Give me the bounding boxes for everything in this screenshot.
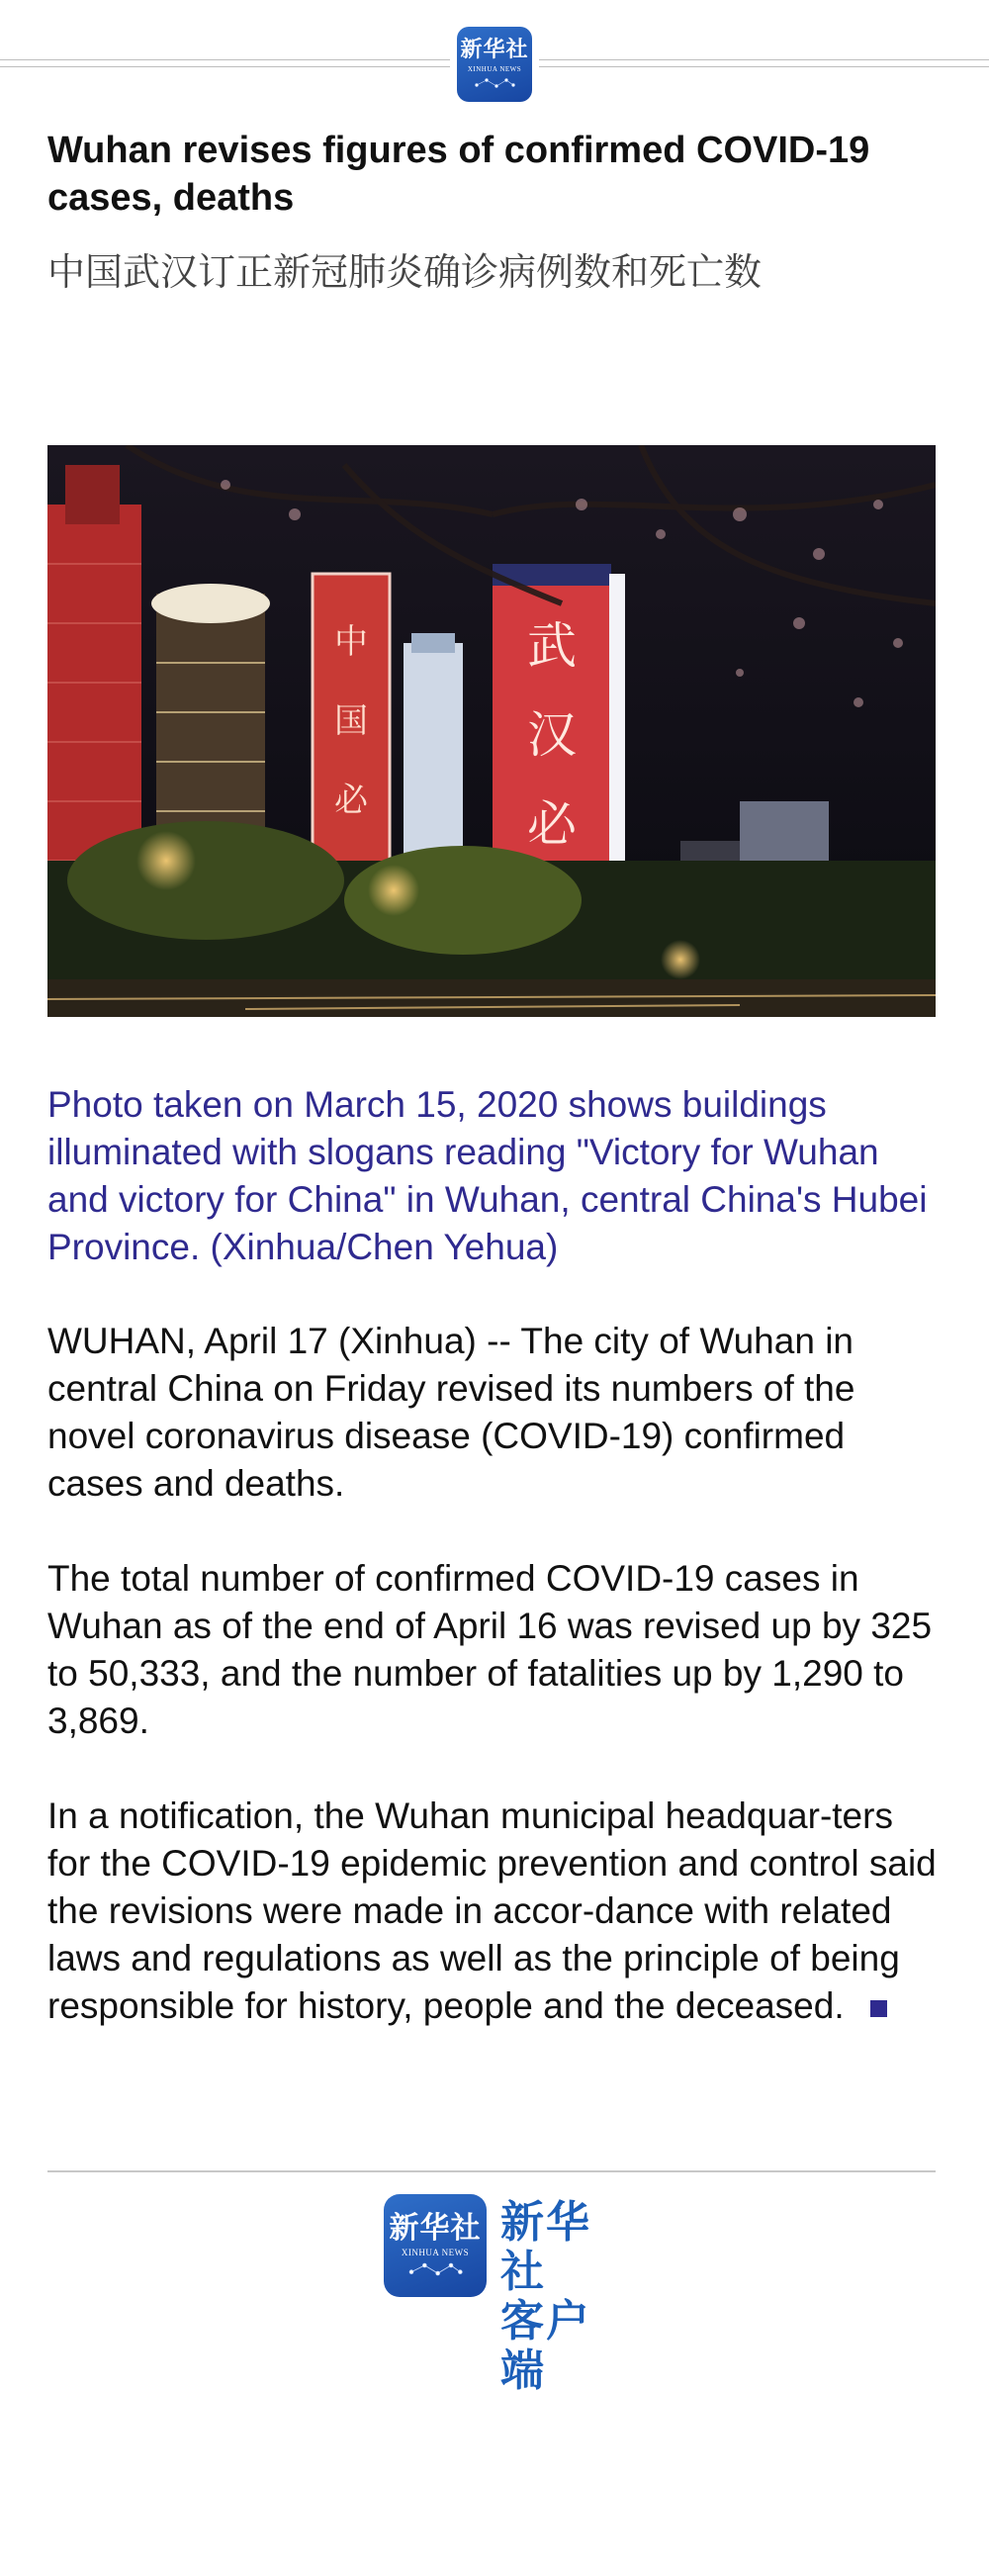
header-divider-right: [539, 59, 989, 67]
network-dots-icon: [473, 77, 516, 89]
end-of-article-square-icon: [870, 2000, 887, 2017]
slogan-left-char-3: 必: [334, 781, 368, 820]
header: [0, 0, 989, 109]
logo-text-cn: 新华社: [460, 38, 529, 62]
photo-caption: Photo taken on March 15, 2020 shows buildings illuminated with slogans reading "Victory for Wuhan and victory for China" in Wuhan, central China's Hubei Province. (Xinhua/Chen Yehua): [47, 1084, 928, 1267]
slogan-left-char-2: 国: [334, 701, 368, 741]
slogan-left-char-1: 中: [334, 622, 368, 662]
article-photo: [47, 445, 936, 1017]
article-paragraph-3: [47, 1793, 938, 2030]
footer-network-dots-icon: [405, 2261, 466, 2277]
footer-logo-text-cn: 新华社: [389, 2211, 482, 2246]
article-paragraph-1: WUHAN, April 17 (Xinhua) -- The city of Wuhan in central China on Friday revised its numbers of the novel coronavirus disease (COVID-19) confirmed cases and deaths.: [47, 1321, 855, 1504]
footer-logo-text-en: XINHUA NEWS: [401, 2248, 470, 2257]
slogan-right-char-2: 汉: [527, 706, 577, 764]
article-paragraph-3-text: In a notification, the Wuhan municipal headquar-ters for the COVID-19 epidemic prevention and control said the revisions were made in accor-dance with related laws and regulations as well as the principle of being responsible for history, people and the deceased.: [47, 1795, 937, 2026]
slogan-right-char-1: 武: [527, 617, 577, 675]
xinhua-logo-icon[interactable]: [457, 27, 532, 102]
logo-text-en: XINHUA NEWS: [467, 65, 522, 73]
footer-divider: [47, 2170, 936, 2172]
xinhua-app-logo-icon[interactable]: [384, 2194, 487, 2297]
wuhan-night-skyline-image: [47, 445, 936, 1017]
header-divider-left: [0, 59, 450, 67]
article-title: Wuhan revises figures of confirmed COVID-19 cases, deaths: [47, 130, 870, 219]
slogan-right-char-3: 必: [527, 795, 577, 853]
brand-line-2: 客户端: [500, 2296, 591, 2396]
article-paragraph-2: The total number of confirmed COVID-19 cases in Wuhan as of the end of April 16 was revised up by 325 to 50,333, and the number of fatalities up by 1,290 to 3,869.: [47, 1558, 933, 1741]
brand-line-1: 新华社: [500, 2197, 591, 2297]
xinhua-app-brand[interactable]: [500, 2198, 629, 2396]
article-subtitle-cn: 中国武汉订正新冠肺炎确诊病例数和死亡数: [47, 250, 763, 294]
